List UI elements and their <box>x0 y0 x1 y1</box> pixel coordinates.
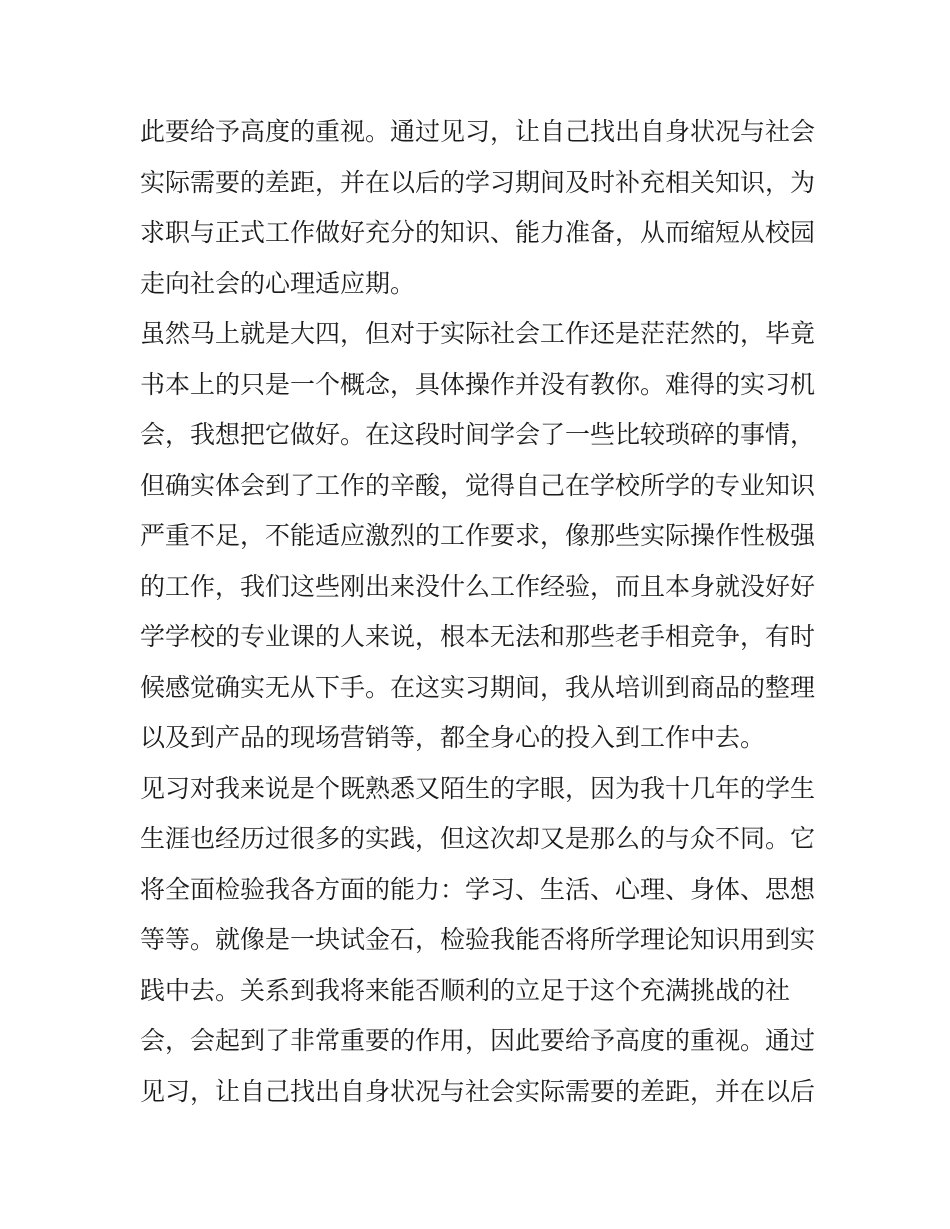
text-line: 但确实体会到了工作的辛酸，觉得自己在学校所学的专业知识 <box>140 470 816 500</box>
text-line: 走向社会的心理适应期。 <box>140 268 416 298</box>
text-line: 等等。就像是一块试金石，检验我能否将所学理论知识用到实 <box>140 925 816 954</box>
text-line: 以及到产品的现场营销等，都全身心的投入到工作中去。 <box>140 723 766 752</box>
text-line: 书本上的只是一个概念，具体操作并没有教你。难得的实习机 <box>140 369 816 399</box>
text-line: 候感觉确实无从下手。在这实习期间，我从培训到商品的整理 <box>140 672 816 702</box>
body-text <box>140 107 820 1117</box>
text-line: 此要给予高度的重视。通过见习，让自己找出自身状况与社会 <box>140 117 816 146</box>
text-line: 实际需要的差距，并在以后的学习期间及时补充相关知识，为 <box>140 167 816 197</box>
text-line: 学学校的专业课的人来说，根本无法和那些老手相竞争，有时 <box>140 622 816 651</box>
text-line: 将全面检验我各方面的能力：学习、生活、心理、身体、思想 <box>140 874 816 904</box>
text-line: 求职与正式工作做好充分的知识、能力准备，从而缩短从校园 <box>140 218 816 247</box>
text-line: 的工作，我们这些刚出来没什么工作经验，而且本身就没好好 <box>140 571 816 601</box>
text-line: 见习对我来说是个既熟悉又陌生的字眼，因为我十几年的学生 <box>140 773 816 803</box>
text-line: 践中去。关系到我将来能否顺利的立足于这个充满挑战的社 <box>140 975 791 1005</box>
text-line: 严重不足，不能适应激烈的工作要求，像那些实际操作性极强 <box>140 521 816 550</box>
text-line: 见习，让自己找出自身状况与社会实际需要的差距，并在以后 <box>140 1076 816 1106</box>
text-line: 生涯也经历过很多的实践，但这次却又是那么的与众不同。它 <box>140 824 816 853</box>
text-line: 会，我想把它做好。在这段时间学会了一些比较琐碎的事情， <box>140 420 816 449</box>
text-line: 虽然马上就是大四，但对于实际社会工作还是茫茫然的，毕竟 <box>140 319 816 348</box>
text-line: 会，会起到了非常重要的作用，因此要给予高度的重视。通过 <box>140 1026 816 1055</box>
